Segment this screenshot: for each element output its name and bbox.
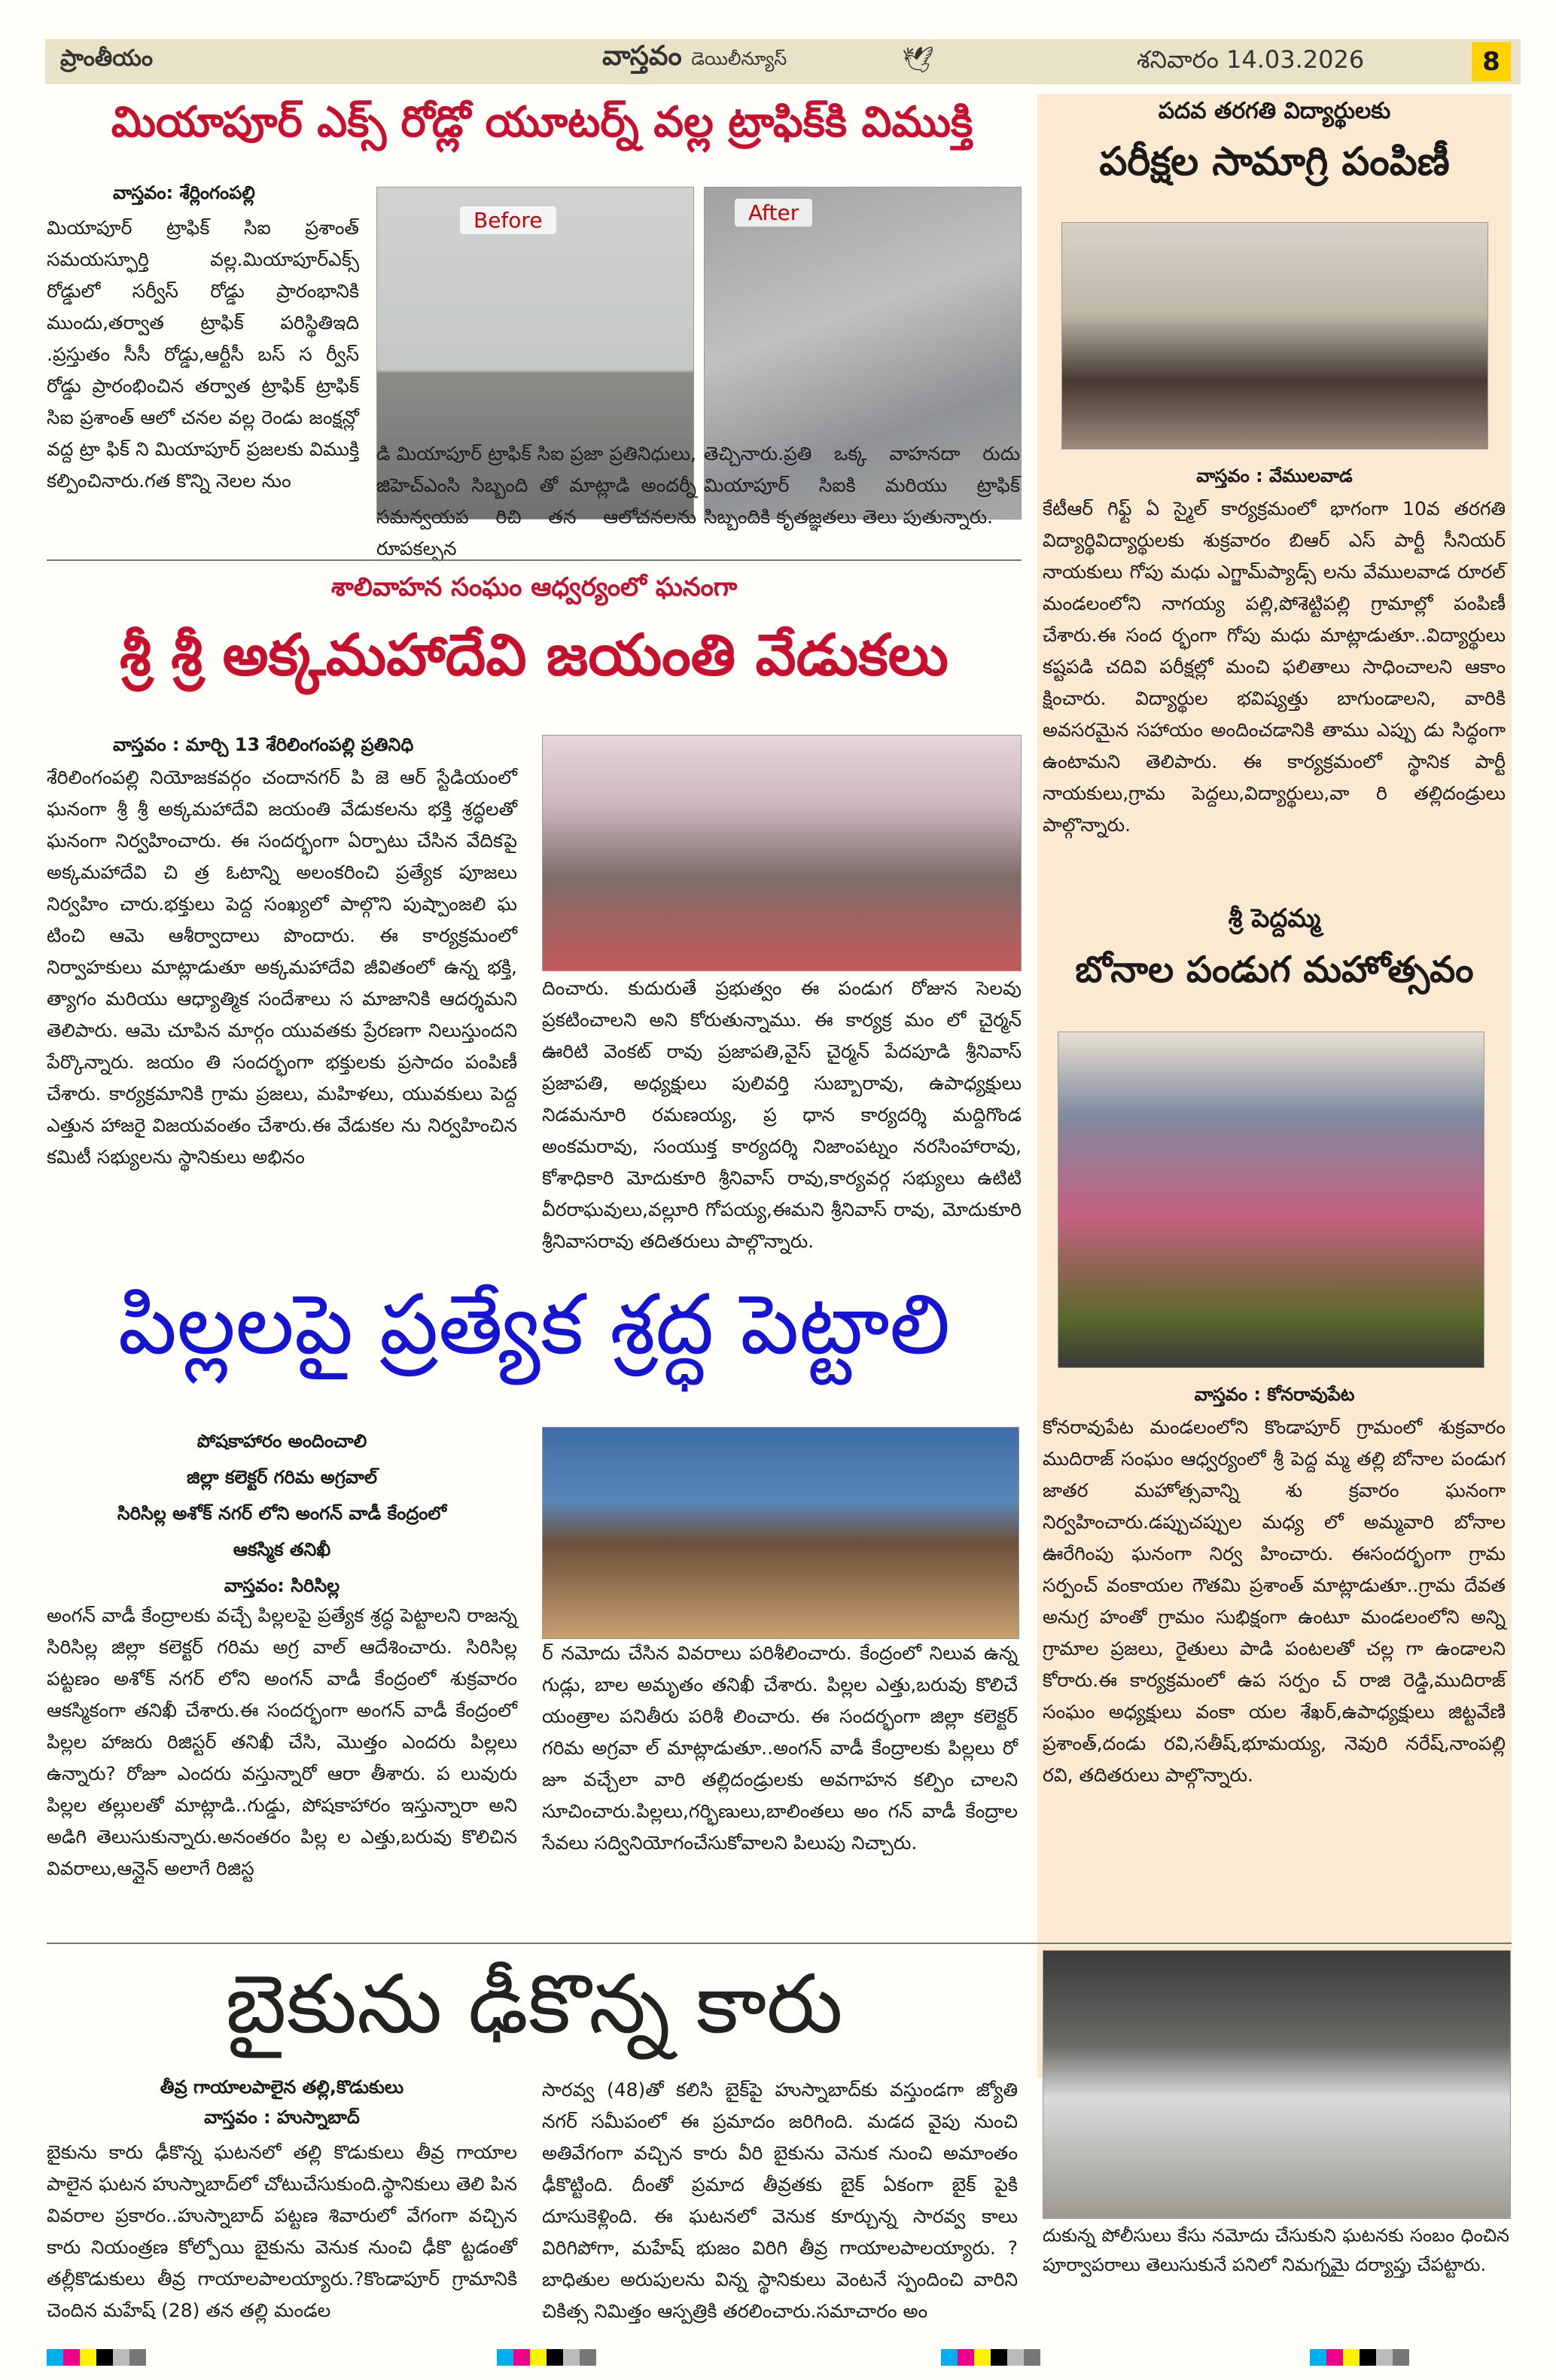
article3-credit: వాస్తవం: సిరిసిల్ల <box>224 1575 340 1596</box>
issue-day: శనివారం <box>1137 45 1219 74</box>
color-registration-strip <box>1310 2349 1409 2366</box>
article1-col1: మియాపూర్ ట్రాఫిక్ సిఐ ప్రశాంత్ సమయస్ఫూర్తి వల్ల.మియాపూర్ఎక్స్ రోడ్డులో సర్వీస్ రోడ్డు ప్రారంభానికి ముందు,తర్వాత ట్రాఫిక్ పరిస్థితిఇది .ప్రస్తుతం సీసీ రోడ్డు,ఆర్టీసీ బస్ స ర్వీస్ రోడ్డు ప్రారంభించిన తర్వాత ట్రాఫిక్ ట్రాఫిక్ సిఐ ప్రశాంత్ ఆలో చనల వల్ల రెండు జంక్షన్లో వద్ద ట్రా ఫిక్ ని మియాపూర్ ప్రజలకు విముక్తి కల్పించినారు.గత కొన్ని నెలల నుం <box>47 217 359 492</box>
article4-headline: బైకును ఢీకొన్న కారు <box>225 1958 843 2052</box>
color-registration-strip <box>941 2349 1040 2366</box>
paper-name <box>602 41 787 78</box>
page-number: 8 <box>1472 42 1511 81</box>
sidebar-a1-credit: వాస్తవం : వేములవాడ <box>1196 465 1353 486</box>
sidebar-a1-text: కేటీఆర్ గిఫ్ట్ ఏ స్మైల్ కార్యక్రమంలో భాగంగా 10వ తరగతి విద్యార్థివిద్యార్థులకు శుక్రవారం బిఆర్ ఎస్ పార్టీ సీనియర్ నాయకులు గోపు మధు ఎగ్జామ్‌ప్యాడ్స్ లను వేములవాడ రూరల్ మండలంలోని నాగయ్య పల్లి,పోశెట్టిపల్లి గ్రామాల్లో పంపిణీ చేశారు.ఈ సంద ర్భంగా గోపు మధు మాట్లాడుతూ..విద్యార్థులు కష్టపడి చదివి పరీక్షల్లో మంచి ఫలితాలు సాధించాలని ఆకాం క్షించారు. విద్యార్థుల భవిష్యత్తు బాగుండాలని, వారికి అవసరమైన సహాయం అందించడానికి తాము ఎప్పు డు సిద్ధంగా ఉంటామని తెలిపారు. ఈ కార్యక్రమంలో స్థానిక పార్టీ నాయకులు,గ్రామ పెద్దలు,విద్యార్థులు,వా రి తల్లిదండ్రులు పాల్గొన్నారు. <box>1043 498 1506 836</box>
article4-col1: బైకును కారు ఢీకొన్న ఘటనలో తల్లి కొడుకులు తీవ్ర గాయాల పాలైన ఘటన హుస్నాబాద్‌లో చోటుచేసుకుంది.స్థానికులు తెలి పిన వివరాల ప్రకారం..హుస్నాబాద్ పట్టణ శివారులో వేగంగా వచ్చిన కారు నియంత్రణ కోల్పోయి బైకును వెనుక నుంచి ఢీకొ ట్టడంతో తల్లీకొడుకులు తీవ్ర గాయాలపాలయ్యారు.?కొండాపూర్ గ్రామానికి చెందిన మహేష్ (28) తన తల్లి మండల <box>47 2141 517 2321</box>
article3-sub1: పోషకాహారం అందించాలి <box>196 1431 367 1452</box>
sidebar-a2-kicker: శ్రీ పెద్దమ్మ <box>1228 904 1321 934</box>
sidebar-a2-credit: వాస్తవం : కోనరావుపేట <box>1194 1384 1355 1405</box>
article4-photo-caption: దుకున్న పోలీసులు కేసు నమోదు చేసుకుని ఘటనకు సంబం ధించిన పూర్వాపరాలు తెలుసుకునే పనిలో నిమగ్నమై దర్యాప్తు చేపట్టారు. <box>1043 2225 1509 2275</box>
sidebar-a2-text: కోనరావుపేట మండలంలోని కొండాపూర్ గ్రామంలో శుక్రవారం ముదిరాజ్ సంఘం ఆధ్వర్యంలో శ్రీ పెద్ద మ్మ తల్లి బోనాల పండుగ జాతర మహోత్సవాన్ని శు క్రవారం ఘనంగా నిర్వహించారు.డప్పుచప్పుల మధ్య లో అమ్మవారి బోనాల ఊరేగింపు ఘనంగా నిర్వ హించారు. ఈసందర్భంగా గ్రామ సర్పంచ్ వంకాయల గౌతమి ప్రశాంత్ మాట్లాడుతూ..గ్రామ దేవత అనుగ్ర హంతో గ్రామం సుభిక్షంగా ఉంటూ మండలంలోని అన్ని గ్రామాల ప్రజలు, రైతులు పాడి పంటలతో చల్ల గా ఉండాలని కోరారు.ఈ కార్యక్రమంలో ఉప సర్పం చ్ రాజి రెడ్డి,ముదిరాజ్ సంఘం అధ్యక్షులు వంకా యల శేఖర్,ఉపాధ్యక్షులు జిట్టవేణి ప్రశాంత్,దండు రవి,సతీష్,భూమయ్య, నెవురి నరేష్,నాంపల్లి రవి, తదితరులు పాల్గొన్నారు. <box>1043 1416 1506 1786</box>
article2-col1: శేరిలింగంపల్లి నియోజకవర్గం చందానగర్ పి జె ఆర్ స్టేడియంలో ఘనంగా శ్రీ శ్రీ అక్కమహాదేవి జయంతి వేడుకలను భక్తి శ్రద్ధలతో ఘనంగా నిర్వహించారు. ఈ సందర్భంగా ఏర్పాటు చేసిన వేదికపై అక్కమహాదేవి చి త్ర ఓటాన్ని అలంకరించి ప్రత్యేక పూజలు నిర్వహిం చారు.భక్తులు పెద్ద సంఖ్యలో పాల్గొని పుష్పాంజలి ఘ టించి ఆమె ఆశీర్వాదాలు పొందారు. ఈ కార్యక్రమంలో నిర్వాహకులు మాట్లాడుతూ అక్కమహాదేవి జీవితంలో ఉన్న భక్తి, త్యాగం మరియు ఆధ్యాత్మిక సందేశాలు స మాజానికి ఆదర్శమని తెలిపారు. ఆమె చూపిన మార్గం యువతకు ప్రేరణగా నిలుస్తుందని పేర్కొన్నారు. జయం తి సందర్భంగా భక్తులకు ప్రసాదం పంపిణీ చేశారు. కార్యక్రమానికి గ్రామ ప్రజలు, మహిళలు, యువకులు పెద్ద ఎత్తున హాజరై విజయవంతం చేశారు.ఈ వేడుకల ను నిర్వహించిన కమిటీ సభ్యులను స్థానికులు అభినం <box>47 766 517 1168</box>
color-registration-strip <box>47 2349 146 2366</box>
photo-exam-pad-distribution <box>1061 222 1488 449</box>
paper-suffix: డెయిలీన్యూస్ <box>691 48 787 69</box>
sidebar-a2-headline: బోనాల పండుగ మహోత్సవం <box>1075 949 1474 991</box>
article2-col2: దించారు. కుదురుతే ప్రభుత్వం ఈ పండుగ రోజున సెలవు ప్రకటించాలని అని కోరుతున్నాము. ఈ కార్యక్ర మం లో చైర్మన్ ఊరిటి వెంకట్ రావు ప్రజాపతి,వైస్ చైర్మన్ పేదపూడి శ్రీనివాస్ ప్రజాపతి, అధ్యక్షులు పులివర్తి సుబ్బారావు, ఉపాధ్యక్షులు నిడమనూరి రమణయ్య, ప్ర ధాన కార్యదర్శి మద్దిగొండ అంకమరావు, సంయుక్త కార్యదర్శి నిజాంపట్నం నరసింహారావు, కోశాధికారి మోదుకూరి శ్రీనివాస్ రావు,కార్యవర్గ సభ్యులు ఉటిటి వీరరాఘవులు,వల్లూరి గోపయ్య,ఈమని శ్రీనివాస్ రావు, మోదుకూరి శ్రీనివాసరావు తదితరులు పాల్గొన్నారు. <box>542 977 1022 1252</box>
article2-headline: శ్రీ శ్రీ అక్కమహాదేవి జయంతి వేడుకలు <box>120 621 949 688</box>
issue-date-value: 14.03.2026 <box>1226 45 1365 74</box>
article4-sub: తీవ్ర గాయాలపాలైన తల్లి,కొడుకులు <box>160 2077 404 2098</box>
after-label: After <box>735 199 812 227</box>
article3-headline: పిల్లలపై ప్రత్యేక శ్రద్ధ పెట్టాలి <box>117 1276 951 1373</box>
divider <box>47 559 1022 561</box>
paper-title: వాస్తవం <box>602 41 682 72</box>
section-label: ప్రాంతీయం <box>60 45 154 72</box>
article3-sub3: సిరిసిల్ల అశోక్ నగర్ లోని అంగన్ వాడీ కేంద్రంలో <box>117 1503 447 1524</box>
article4-col2: సారవ్వ (48)తో కలిసి బైక్‌పై హుస్నాబాద్‌కు వస్తుండగా జ్యోతి నగర్ సమీపంలో ఈ ప్రమాదం జరిగింది. మడద వైపు నుంచి అతివేగంగా వచ్చిన కారు వీరి బైకును వెనుక నుంచి అమాంతం ఢీకొట్టింది. దీంతో ప్రమాద తీవ్రతకు బైక్ ఏకంగా బైక్ పైకి దూసుకెళ్లింది. ఈ ఘటనలో వెనుక కూర్చున్న సారవ్వ కాలు విరిగిపోగా, మహేష్ భుజం విరిగి తీవ్ర గాయాలపాలయ్యారు. ?బాధితుల అరుపులను విన్న స్థానికులు వెంటనే స్పందించి వారిని చికిత్స నిమిత్తం ఆస్పత్రికి తరలించారు.సమాచారం అం <box>542 2079 1018 2322</box>
before-label: Before <box>460 206 556 234</box>
photo-car-accident <box>1043 1950 1511 2219</box>
photo-akkamahadevi-event <box>542 735 1022 971</box>
article1-col3: తెచ్చినారు.ప్రతి ఒక్క వాహనదా రుదు మియాపూర్ సిఐకి మరియు ట్రాఫిక్ సిబ్బందికి కృతజ్ఞతలు తెలు పుతున్నారు. <box>704 443 1020 528</box>
color-registration-strip <box>497 2349 596 2366</box>
article3-col1: అంగన్ వాడీ కేంద్రాలకు వచ్చే పిల్లలపై ప్రత్యేక శ్రద్ధ పెట్టాలని రాజన్న సిరిసిల్ల జిల్లా కలెక్టర్ గరిమ అగ్ర వాల్ ఆదేశించారు. సిరిసిల్ల పట్టణం అశోక్ నగర్ లోని అంగన్ వాడీ కేంద్రంలో శుక్రవారం ఆకస్మికంగా తనిఖీ చేశారు.ఈ సందర్భంగా అంగన్ వాడీ కేంద్రంలో పిల్లల హాజరు రిజిస్టర్ తనిఖీ చేసి, మొత్తం ఎందరు పిల్లలు ఉన్నారు? రోజూ ఎందరు వస్తున్నారో ఆరా తీశారు. ప లువురు పిల్లల తల్లులతో మాట్లాడి..గుడ్డు, పోషకాహారం ఇస్తున్నారా అని అడిగి తెలుసుకున్నారు.అనంతరం పిల్ల ల ఎత్తు,బరువు కొలిచిన వివరాలు,ఆన్లైన్ అలాగే రిజిస్ట <box>47 1604 517 1879</box>
sidebar-a1-headline: పరీక్షల సామాగ్రి పంపిణీ <box>1099 139 1450 184</box>
issue-date <box>1137 45 1364 80</box>
article1-col2: డి మియాపూర్ ట్రాఫిక్ సిఐ ప్రజా ప్రతినిధులు, జిహెచ్ఎంసి సిబ్బంది తో మాట్లాడి అందర్నీ సమన్వయప రిచి తన ఆలోచనలను రూపకల్పన <box>376 443 696 559</box>
article3-col2: ర్ నమోదు చేసిన వివరాలు పరిశీలించారు. కేంద్రంలో నిలువ ఉన్న గుడ్లు, బాల అమృతం తనిఖీ చేశారు. పిల్లల ఎత్తు,బరువు కొలిచే యంత్రాల పనితీరు పరిశీ లించారు. ఈ సందర్భంగా జిల్లా కలెక్టర్ గరిమ అగ్రవా ల్ మాట్లాడుతూ..అంగన్ వాడీ కేంద్రాలకు పిల్లలు రో జూ వచ్చేలా వారి తల్లిదండ్రులకు అవగాహన కల్పిం చాలని సూచించారు.పిల్లలు,గర్భిణులు,బాలింతలు అం గన్ వాడీ కేంద్రాల సేవలు సద్వినియోగంచేసుకోవాలని పిలుపు నిచ్చారు. <box>542 1642 1018 1854</box>
divider <box>47 1943 1512 1944</box>
photo-anganwadi-visit <box>542 1427 1019 1639</box>
article3-sub4: ఆకస్మిక తనిఖీ <box>233 1539 331 1560</box>
article1-headline: మియాపూర్ ఎక్స్ రోడ్లో యూటర్న్ వల్ల ట్రాఫిక్‌కి విముక్తి <box>111 98 973 147</box>
bird-logo-icon: 🕊 <box>902 45 935 75</box>
article2-credit: వాస్తవం : మార్చి 13 శేరిలింగంపల్లి ప్రతినిధి <box>113 734 414 755</box>
article4-credit: వాస్తవం : హుస్నాబాద్ <box>204 2107 360 2128</box>
article1-credit: వాస్తవం: శేర్లింగంపల్లి <box>113 182 255 203</box>
sidebar-a1-kicker: పదవ తరగతి విద్యార్థులకు <box>1158 98 1391 124</box>
article3-sub2: జిల్లా కలెక్టర్ గరిమ అగ్రవాల్ <box>186 1467 378 1488</box>
article2-kicker: శాలివాహన సంఘం ఆధ్వర్యంలో ఘనంగా <box>330 572 738 602</box>
photo-bonalu-festival <box>1058 1032 1484 1368</box>
